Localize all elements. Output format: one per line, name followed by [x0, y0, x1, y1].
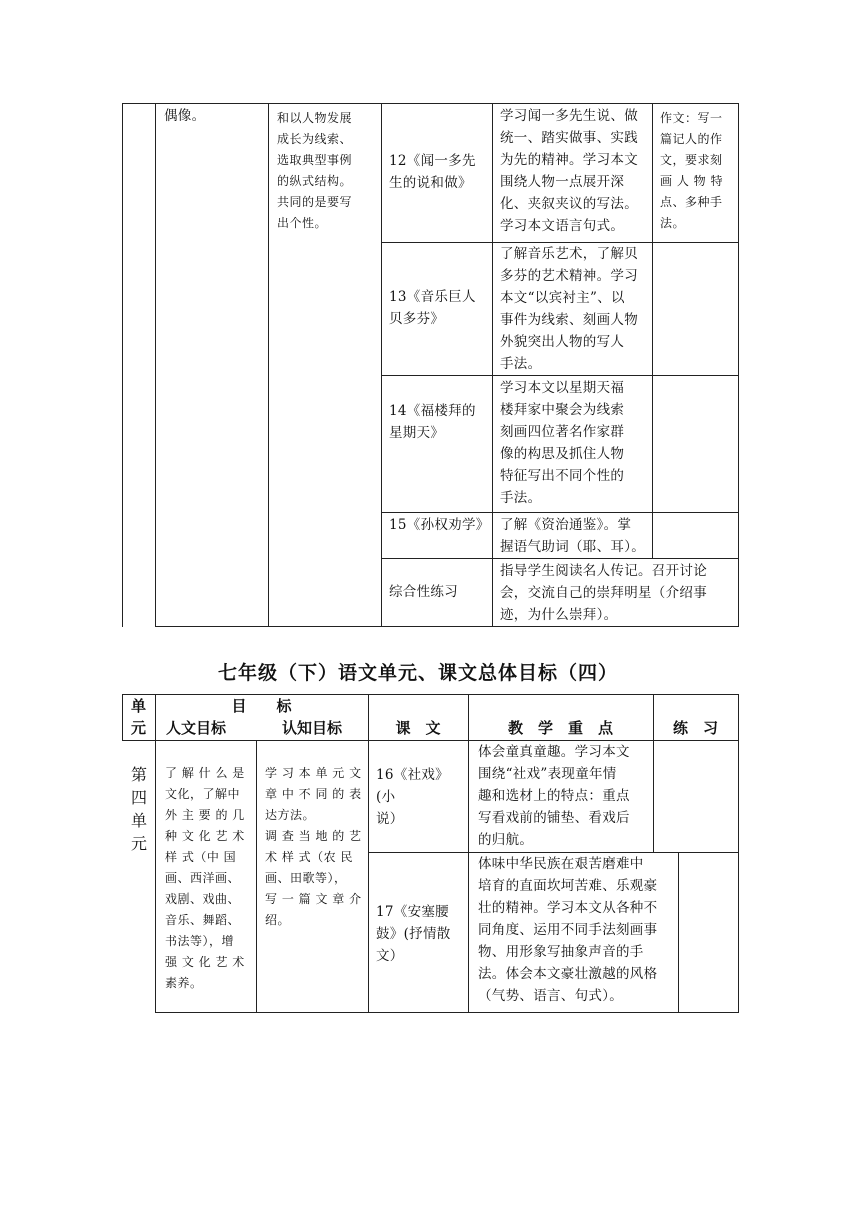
header-humanity-goal: 人文目标 [166, 719, 227, 737]
teaching-focus: 体味中华民族在艰苦磨难中 培育的直面坎坷苦难、乐观豪 壮的精神。学习本文从各种不 同角度、运用不同手法刻画事 物、用形象写抽象声音的手 法。体会本文豪壮激越的风格 （气势、语言、句式）。 [478, 856, 658, 1004]
table2-col-divider [256, 740, 257, 1013]
table2-col-divider [678, 852, 679, 1013]
table2-bottom-border [155, 1012, 738, 1013]
table2-col-divider [368, 694, 369, 1013]
table1-col-divider [652, 103, 653, 559]
unit-label: 第 四 单 元 [130, 765, 147, 853]
lesson-title: 17《安塞腰 鼓》(抒情散 文） [376, 904, 451, 964]
teaching-focus: 学习闻一多先生说、做 统一、踏实做事、实践 为先的精神。学习本文 围绕人物一点展开深 化、夹叙夹议的写法。 学习本文语言句式。 [500, 108, 638, 234]
table1-top-border [122, 103, 738, 104]
cognition-goal-text: 学 习 本 单 元 文 章 中 不 同 的 表 达方法。 调 查 当 地 的 艺 术 样 式（农 民 画、田歌等）， 写 一 篇 文 章 介 绍。 [265, 766, 362, 927]
lesson-title: 13《音乐巨人 贝多芬》 [389, 289, 476, 327]
teaching-focus: 学习本文以星期天福 楼拜家中聚会为线索 刻画四位著名作家群 像的构思及抓住人物 特征写出不同个性的 手法。 [500, 380, 625, 506]
header-teaching-focus: 教 学 重 点 [507, 719, 613, 737]
table1-row-divider [381, 375, 738, 376]
table1-col-divider [268, 103, 269, 627]
cognition-goal-text: 和以人物发展 成长为线索、 选取典型事例 的纵式结构。 共同的是要写 出个性。 [277, 111, 353, 230]
header-cognition-goal: 认知目标 [282, 719, 343, 737]
table1-col-divider [381, 103, 382, 627]
table1-row-divider [381, 558, 738, 559]
humanity-goal-text: 了 解 什 么 是 文化，了解中 外 主 要 的 几 种 文 化 艺 术 样 式（中 国 画、西洋画、 戏剧、戏曲、 音乐、舞蹈、 书法等），增 强 文 化 艺 术 素养。 [165, 766, 245, 990]
table2-col-divider [468, 694, 469, 1013]
table1-bottom-border [155, 626, 738, 627]
exercise-text: 作文：写一 篇记人的作 文，要求刻 画 人 物 特 点、多种手 法。 [660, 111, 723, 230]
teaching-focus: 体会童真童趣。学习本文 围绕“社戏”表现童年情 趣和选材上的特点：重点 写看戏前的铺垫、看戏后 的归航。 [478, 744, 630, 848]
section-title: 七年级（下）语文单元、课文总体目标（四） [217, 662, 618, 684]
lesson-title: 15《孙权劝学》 [389, 517, 490, 533]
lesson-title: 16《社戏》(小 说） [376, 767, 449, 827]
table1-col-divider [155, 103, 156, 627]
table1-right-border [738, 103, 739, 627]
header-goal: 目 标 [231, 697, 292, 715]
lesson-title: 14《福楼拜的 星期天》 [389, 403, 476, 441]
lesson-title: 12《闻一多先 生的说和做》 [389, 153, 476, 191]
lesson-title: 综合性练习 [389, 584, 458, 600]
table2-right-border [738, 694, 739, 1013]
humanity-goal-text: 偶像。 [164, 108, 206, 124]
table2-top-border [122, 694, 738, 695]
table1-col-divider [492, 103, 493, 627]
header-unit: 单 元 [130, 697, 146, 737]
header-exercise: 练 习 [672, 719, 718, 737]
table1-left-border [122, 103, 123, 627]
teaching-focus: 指导学生阅读名人传记。召开讨论 会，交流自己的崇拜明星（介绍事 迹，为什么崇拜）。 [500, 563, 707, 623]
teaching-focus: 了解音乐艺术，了解贝 多芬的艺术精神。学习 本文“以宾衬主”、以 事件为线索、刻画人物 外貌突出人物的写人 手法。 [500, 246, 638, 372]
teaching-focus: 了解《资治通鉴》。掌 握语气助词（耶、耳）。 [500, 517, 646, 555]
table1-row-divider [381, 512, 738, 513]
table2-col-divider [155, 694, 156, 1013]
header-lesson: 课 文 [395, 719, 441, 737]
